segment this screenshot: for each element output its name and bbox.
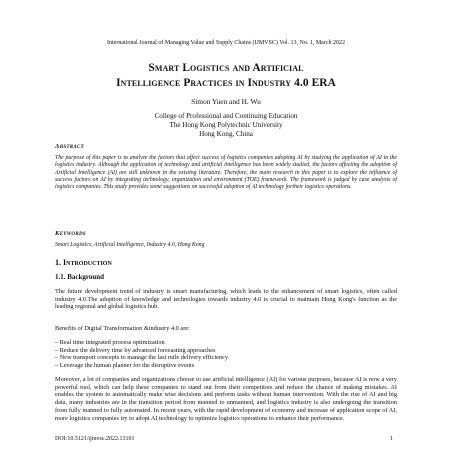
list-item: – Leverage the human planner for the disruptive events — [55, 362, 195, 370]
affiliation-line-2: The Hong Kong Polytechnic University — [169, 121, 283, 130]
title-line-2: Intelligence Practices in Industry 4.0 ERA — [116, 77, 336, 89]
abstract-text: The purpose of this paper is to analyze the factors that affect success of logistics companies adopting AI by studying the application of AI in the logistics industry. Although the application of technology and artificial intelligence has been widely studied, the factors affecting the adoption of Artificial Intelligence (AI) are still unknown in the existing literature. Therefore, the main research in this paper is to explore the influence of success factors on AI by integrating technology, organization and environment (TOE) framework. The framework is judged by case analysis of logistics companies. This study provides some suggestions on successful adoption of AI technology fortheir logistics operations. — [55, 155, 397, 191]
journal-header: International Journal of Managing Value and Supply Chains (IJMVSC) Vol. 13, No. 1, March 2022 — [107, 40, 345, 46]
paragraph-1: The future development trend of industry is smart manufacturing, which leads to the enhancement of smart logistics, often called industry 4.0.The adoption of knowledge and technologies towards industry 4.0 is crucial to maintain Hong Kong's function as the leading regional and global logistics hub. — [55, 288, 397, 311]
paragraph-2: Moreover, a lot of companies and organizations choose to use artificial intelligence (AI) for various purposes, because AI is now a very powerful tool, which can help these companies to stand out from their competitors and reduce the chance of making mistakes. AI enables the system to automatically make wise decisions and perform tasks without human intervention. With the rise of AI and big data, many industries are in the transition period from manned to unmanned, and logistics industry is also undergoing the transition from fully manned to fully automated. In recent years, with the rapid development of economy and increase of application scope of AI, more logistics companies try to adopt AI technology to optimize logistics operations to enhance their performance. — [55, 376, 397, 422]
footer-doi: DOI:10.5121/ijmvsc.2022.13101 — [55, 436, 135, 442]
section-heading: 1. Introduction — [55, 258, 112, 267]
list-item: – Real time integrated process optimization — [55, 339, 165, 346]
affiliation — [0, 112, 452, 140]
affiliation-line-1: College of Professional and Continuing Education — [154, 112, 298, 120]
benefits-list — [55, 339, 397, 370]
page-number: 1 — [390, 436, 393, 442]
abstract-heading: Abstract — [55, 143, 85, 150]
keywords-text: Smart Logistics, Artificial Intelligence, Industry 4.0, Hong Kong — [55, 242, 205, 248]
list-item: – Reduce the delivery time by advanced forecasting approaches — [55, 346, 216, 354]
affiliation-line-3: Hong Kong, China — [199, 130, 253, 139]
paper-title — [40, 61, 412, 91]
benefits-intro: Benefits of Digital Transformation &industry 4.0 are: — [55, 325, 190, 332]
keywords-heading: Keywords — [55, 230, 86, 237]
list-item: – New transport concepts to manage the last mile delivery efficiency — [55, 354, 228, 362]
title-line-1: Smart Logistics and Artificial — [148, 62, 304, 74]
authors: Simon Yuen and H. Wu — [191, 97, 261, 106]
subsection-heading: 1.1. Background — [55, 273, 105, 281]
